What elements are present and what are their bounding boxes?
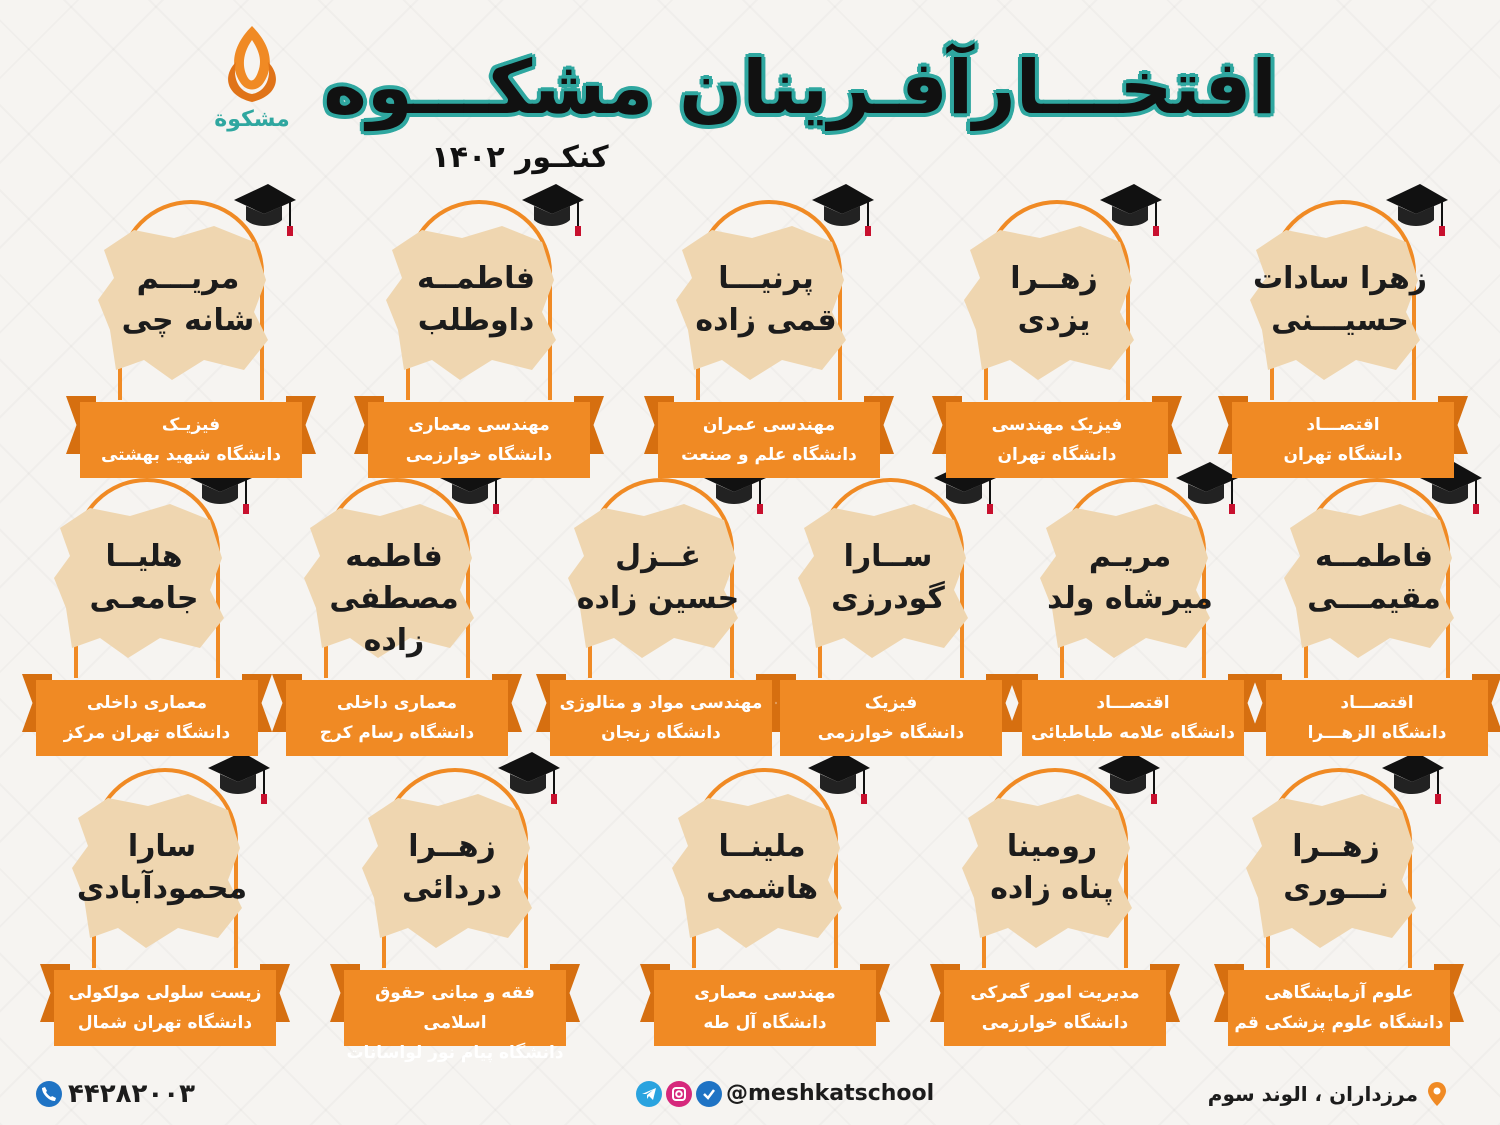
student-major: اقتصـــاد xyxy=(1306,415,1380,435)
student-name xyxy=(960,826,1144,910)
student-card xyxy=(330,768,580,1068)
ribbon-text xyxy=(36,688,258,748)
address-text: مرزداران ، الوند سوم xyxy=(1207,1082,1418,1106)
student-university: دانشگاه خوارزمی xyxy=(405,445,553,465)
ribbon-body xyxy=(1266,680,1488,756)
ribbon-text xyxy=(368,410,590,470)
ribbon-body xyxy=(54,970,276,1046)
ribbon-text xyxy=(1228,978,1450,1038)
card-ribbon xyxy=(272,674,522,756)
student-university: دانشگاه علامه طباطبائی xyxy=(1031,723,1235,743)
ribbon-text xyxy=(1266,688,1488,748)
ribbon-body xyxy=(368,402,590,478)
ribbon-text xyxy=(550,688,772,748)
ribbon-text xyxy=(1232,410,1454,470)
student-university: دانشگاه علم و صنعت xyxy=(681,445,857,465)
student-first-name: غــزل xyxy=(615,539,701,574)
student-name xyxy=(674,258,858,342)
graduation-cap-icon xyxy=(1174,456,1240,518)
student-last-name: گودرزی xyxy=(831,581,945,616)
student-last-name: دردائی xyxy=(402,871,502,906)
telegram-icon[interactable] xyxy=(636,1081,662,1107)
student-major: اقتصـــاد xyxy=(1340,693,1414,713)
student-card xyxy=(272,478,522,778)
student-university: دانشگاه پیام نور لواسانات xyxy=(346,1043,564,1063)
ribbon-text xyxy=(780,688,1002,748)
logo-text: مشکوة xyxy=(214,107,290,132)
student-major: معماری داخلی xyxy=(336,693,458,713)
social-handle: @meshkatschool xyxy=(726,1081,935,1106)
student-name xyxy=(302,536,486,662)
card-ribbon xyxy=(930,964,1180,1046)
student-major: فقه و مبانی حقوق اسلامی xyxy=(375,983,535,1033)
ribbon-body xyxy=(780,680,1002,756)
student-last-name: مصطفی زاده xyxy=(329,581,459,658)
student-card xyxy=(932,200,1182,500)
card-ribbon xyxy=(1218,396,1468,478)
student-university: دانشگاه الزهـــرا xyxy=(1307,723,1447,743)
student-major: زیست سلولی مولکولی xyxy=(68,983,262,1003)
student-first-name: زهــرا xyxy=(1292,829,1380,864)
student-major: مدیریت امور گمرکی xyxy=(970,983,1140,1003)
page-title: افتخـــارآفـرینان مشکـــوه xyxy=(323,45,1277,131)
student-university: دانشگاه تهران xyxy=(997,445,1117,465)
student-last-name: جامعـی xyxy=(89,581,199,616)
student-university: دانشگاه رسام کرج xyxy=(319,723,475,743)
student-name xyxy=(70,826,254,910)
student-last-name: شانه چی xyxy=(121,303,255,338)
student-card xyxy=(22,478,272,778)
ribbon-body xyxy=(946,402,1168,478)
card-ribbon xyxy=(330,964,580,1063)
student-university: دانشگاه علوم پزشکی قم xyxy=(1234,1013,1444,1033)
student-name xyxy=(52,536,236,620)
ribbon-text xyxy=(286,688,508,748)
card-ribbon xyxy=(640,964,890,1046)
student-major: فیزیک مهندسی xyxy=(991,415,1123,435)
student-major: مهندسی معماری xyxy=(408,415,550,435)
student-major: علوم آزمایشگاهی xyxy=(1264,983,1414,1003)
student-university: دانشگاه زنجان xyxy=(601,723,721,743)
ribbon-text xyxy=(658,410,880,470)
ribbon-text xyxy=(946,410,1168,470)
student-name xyxy=(1282,536,1466,620)
ribbon-body xyxy=(654,970,876,1046)
student-card xyxy=(1214,768,1464,1068)
student-first-name: رومینا xyxy=(1006,829,1098,864)
student-card xyxy=(536,478,786,778)
ribbon-text xyxy=(80,410,302,470)
student-card xyxy=(40,768,290,1068)
student-last-name: حسین زاده xyxy=(576,581,740,616)
student-major: مهندسی عمران xyxy=(702,415,836,435)
student-first-name: زهــرا xyxy=(408,829,496,864)
ribbon-text xyxy=(654,978,876,1038)
ribbon-text xyxy=(54,978,276,1038)
student-name xyxy=(796,536,980,620)
student-name xyxy=(1244,826,1428,910)
student-last-name: نـــوری xyxy=(1283,871,1389,906)
student-first-name: ملینــا xyxy=(718,829,806,864)
student-name xyxy=(962,258,1146,342)
verified-icon[interactable] xyxy=(696,1081,722,1107)
student-first-name: هلیــا xyxy=(105,539,183,574)
page-subtitle: کنکـور ۱۴۰۲ xyxy=(431,140,609,175)
student-last-name: یزدی xyxy=(1017,303,1091,338)
ribbon-body xyxy=(36,680,258,756)
student-last-name: مقیمـــی xyxy=(1307,581,1441,616)
ribbon-body xyxy=(1232,402,1454,478)
student-last-name: هاشمی xyxy=(705,871,819,906)
ribbon-body xyxy=(1228,970,1450,1046)
graduation-cap-icon xyxy=(810,178,876,240)
student-university: دانشگاه شهید بهشتی xyxy=(100,445,282,465)
student-card xyxy=(354,200,604,500)
ribbon-text xyxy=(1022,688,1244,748)
graduation-cap-icon xyxy=(520,178,586,240)
ribbon-body xyxy=(658,402,880,478)
student-name xyxy=(360,826,544,910)
student-university: دانشگاه آل طه xyxy=(703,1013,827,1033)
student-university: دانشگاه خوارزمی xyxy=(817,723,965,743)
student-major: معماری داخلی xyxy=(86,693,208,713)
ribbon-body xyxy=(550,680,772,756)
student-major: مهندسی مواد و متالوژی xyxy=(559,693,763,713)
flame-logo-icon xyxy=(192,22,312,107)
student-university: دانشگاه تهران مرکز xyxy=(63,723,231,743)
location-pin-icon xyxy=(1424,1081,1450,1107)
card-ribbon xyxy=(1214,964,1464,1046)
student-card xyxy=(66,200,316,500)
student-card xyxy=(644,200,894,500)
student-name xyxy=(1038,536,1222,620)
ribbon-body xyxy=(80,402,302,478)
graduation-cap-icon xyxy=(1384,178,1450,240)
card-ribbon xyxy=(22,674,272,756)
student-card xyxy=(640,768,890,1068)
student-last-name: محمودآبادی xyxy=(76,871,248,906)
student-name xyxy=(384,258,568,342)
card-ribbon xyxy=(644,396,894,478)
card-ribbon xyxy=(1008,674,1258,756)
student-first-name: فاطمــه xyxy=(417,261,535,296)
instagram-icon[interactable] xyxy=(666,1081,692,1107)
card-ribbon xyxy=(766,674,1016,756)
student-card xyxy=(1252,478,1500,778)
student-card xyxy=(930,768,1180,1068)
phone-number: ۴۴۲۸۲۰۰۳ xyxy=(68,1079,195,1109)
student-university: دانشگاه تهران شمال xyxy=(77,1013,253,1033)
card-ribbon xyxy=(536,674,786,756)
student-last-name: حسیـــنی xyxy=(1271,303,1409,338)
student-first-name: فاطمــه xyxy=(1315,539,1433,574)
student-name xyxy=(566,536,750,620)
address xyxy=(1208,1074,1450,1114)
ribbon-body xyxy=(1022,680,1244,756)
social-links[interactable] xyxy=(636,1074,934,1114)
student-first-name: زهــرا xyxy=(1010,261,1098,296)
student-first-name: فاطمه xyxy=(345,539,443,574)
ribbon-text xyxy=(344,978,566,1068)
student-first-name: سارا xyxy=(127,829,197,864)
student-last-name: میرشاه ولد xyxy=(1047,581,1213,616)
graduation-cap-icon xyxy=(1098,178,1164,240)
student-last-name: داوطلب xyxy=(417,303,535,338)
student-first-name: ســارا xyxy=(843,539,933,574)
ribbon-body xyxy=(344,970,566,1063)
card-ribbon xyxy=(1252,674,1500,756)
student-name xyxy=(670,826,854,910)
student-major: فیزیک xyxy=(864,693,918,713)
student-name xyxy=(1248,258,1432,342)
student-major: مهندسی معماری xyxy=(694,983,836,1003)
ribbon-body xyxy=(944,970,1166,1046)
student-major: فیزیـک xyxy=(161,415,221,435)
student-last-name: پناه زاده xyxy=(990,871,1114,906)
student-card xyxy=(766,478,1016,778)
student-first-name: مریـم xyxy=(1088,539,1172,574)
card-ribbon xyxy=(40,964,290,1046)
student-card xyxy=(1218,200,1468,500)
card-ribbon xyxy=(354,396,604,478)
student-university: دانشگاه تهران xyxy=(1283,445,1403,465)
ribbon-body xyxy=(286,680,508,756)
student-first-name: زهرا سادات xyxy=(1252,261,1428,296)
phone-icon xyxy=(36,1081,62,1107)
student-major: اقتصـــاد xyxy=(1096,693,1170,713)
student-name xyxy=(96,258,280,342)
student-first-name: پرنیـــا xyxy=(718,261,814,296)
card-ribbon xyxy=(66,396,316,478)
school-logo xyxy=(192,22,312,132)
card-ribbon xyxy=(932,396,1182,478)
student-card xyxy=(1008,478,1258,778)
student-university: دانشگاه خوارزمی xyxy=(981,1013,1129,1033)
phone-contact[interactable] xyxy=(36,1074,195,1114)
ribbon-text xyxy=(944,978,1166,1038)
student-last-name: قمی زاده xyxy=(695,303,837,338)
graduation-cap-icon xyxy=(232,178,298,240)
student-first-name: مریـــم xyxy=(136,261,240,296)
